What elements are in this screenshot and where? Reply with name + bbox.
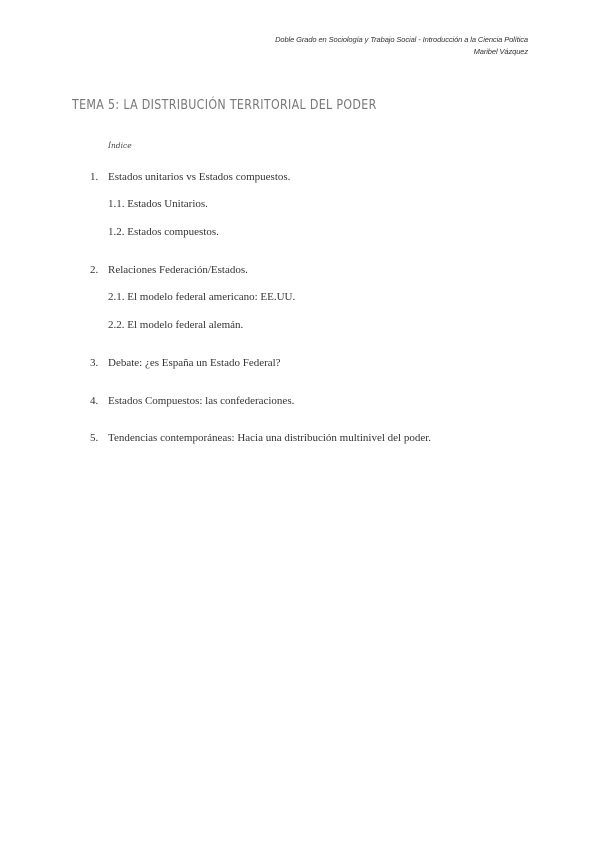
toc-subitem-text: 1.1. Estados Unitarios. <box>108 198 208 210</box>
toc-item-number: 5. <box>90 432 99 444</box>
page-header <box>275 34 528 58</box>
toc-item-text: Relaciones Federación/Estados. <box>108 264 248 276</box>
toc-item-text: Estados Compuestos: las confederaciones. <box>108 395 295 407</box>
toc-subitem-text: 2.2. El modelo federal alemán. <box>108 319 244 331</box>
toc-subitem-text: 2.1. El modelo federal americano: EE.UU. <box>108 291 296 303</box>
toc-item-text: Tendencias contemporáneas: Hacia una distribución multinivel del poder. <box>108 432 432 444</box>
toc-item-number: 2. <box>90 264 99 276</box>
page-title: TEMA 5: LA DISTRIBUCIÓN TERRITORIAL DEL PODER <box>72 97 377 113</box>
toc-item-text: Estados unitarios vs Estados compuestos. <box>108 171 291 183</box>
toc-item-number: 1. <box>90 171 99 183</box>
toc-subitem-text: 1.2. Estados compuestos. <box>108 226 219 238</box>
index-label: Índice <box>108 141 132 150</box>
toc-item-number: 3. <box>90 357 99 369</box>
header-course: Doble Grado en Sociología y Trabajo Social - Introducción a la Ciencia Política <box>275 35 528 44</box>
toc-item-text: Debate: ¿es España un Estado Federal? <box>108 357 281 369</box>
header-author: Maribel Vázquez <box>473 47 528 56</box>
toc-item-number: 4. <box>90 395 99 407</box>
